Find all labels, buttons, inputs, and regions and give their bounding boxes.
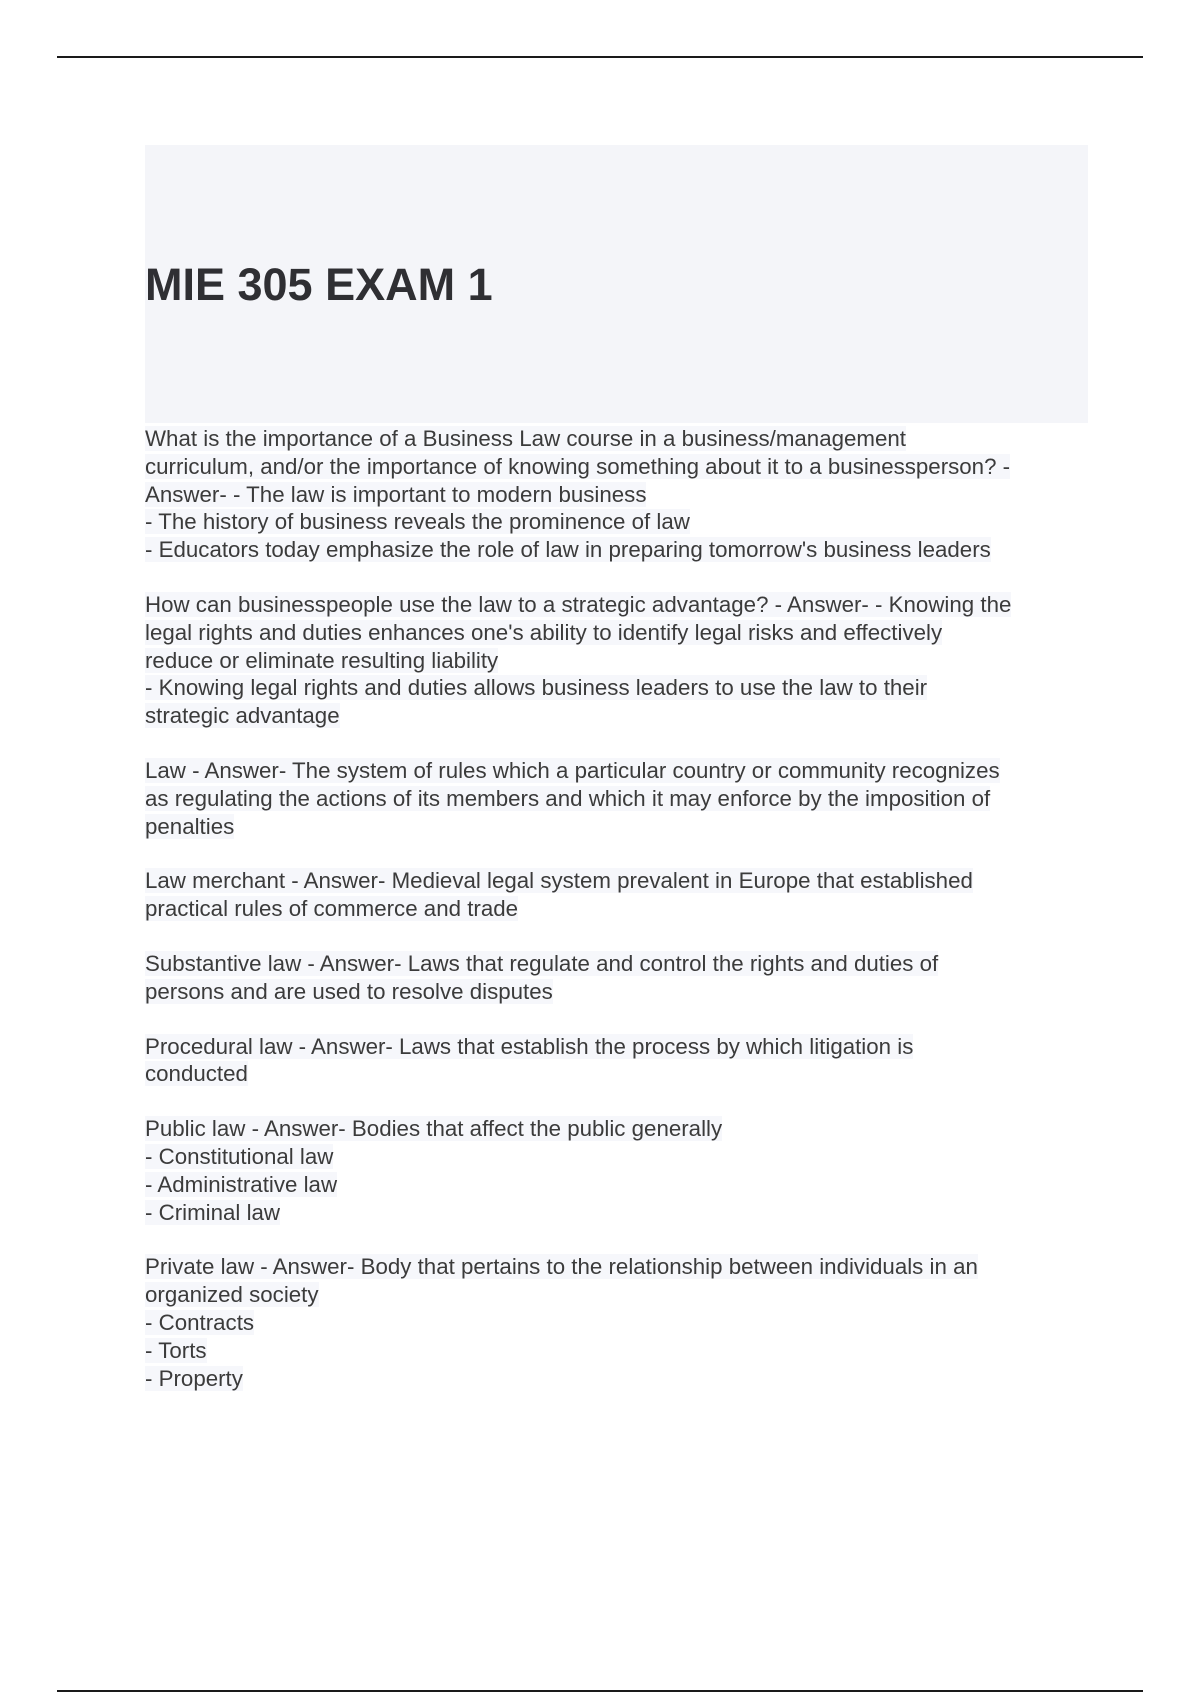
text-line: - Property xyxy=(145,1365,243,1391)
qa-entry xyxy=(145,425,1095,564)
qa-entry xyxy=(145,1115,1095,1226)
text-line: - Educators today emphasize the role of law in preparing tomorrow's business leaders xyxy=(145,537,991,563)
text-line: penalties xyxy=(145,813,235,839)
text-line: - Criminal law xyxy=(145,1199,281,1225)
text-line: legal rights and duties enhances one's ability to identify legal risks and effectively xyxy=(145,619,943,645)
text-line: conducted xyxy=(145,1061,248,1087)
text-line: reduce or eliminate resulting liability xyxy=(145,647,499,673)
text-line: practical rules of commerce and trade xyxy=(145,896,519,922)
text-line: - The history of business reveals the prominence of law xyxy=(145,509,690,535)
text-line: Procedural law - Answer- Laws that establish the process by which litigation is xyxy=(145,1033,914,1059)
document-body xyxy=(145,425,1095,1419)
text-line: Private law - Answer- Body that pertains to the relationship between individuals in an xyxy=(145,1254,978,1280)
text-line: How can businesspeople use the law to a strategic advantage? - Answer- - Knowing the xyxy=(145,591,1012,617)
text-line: as regulating the actions of its members and which it may enforce by the imposition of xyxy=(145,785,991,811)
text-line: Answer- - The law is important to modern business xyxy=(145,481,647,507)
qa-entry xyxy=(145,591,1095,730)
text-line: curriculum, and/or the importance of knowing something about it to a businessperson? - xyxy=(145,453,1011,479)
text-line: - Administrative law xyxy=(145,1171,338,1197)
qa-entry xyxy=(145,1253,1095,1392)
qa-entry xyxy=(145,867,1095,923)
text-line: Public law - Answer- Bodies that affect the public generally xyxy=(145,1116,723,1142)
text-line: Law - Answer- The system of rules which a particular country or community recognizes xyxy=(145,757,1000,783)
text-line: What is the importance of a Business Law course in a business/management xyxy=(145,426,906,451)
text-line: strategic advantage xyxy=(145,703,340,729)
text-line: Substantive law - Answer- Laws that regulate and control the rights and duties of xyxy=(145,950,939,976)
text-line: - Knowing legal rights and duties allows business leaders to use the law to their xyxy=(145,675,928,701)
bottom-rule xyxy=(57,1690,1143,1692)
qa-entry xyxy=(145,1033,1095,1089)
text-line: - Contracts xyxy=(145,1309,255,1335)
document-title: MIE 305 EXAM 1 xyxy=(145,259,493,310)
top-rule xyxy=(57,56,1143,58)
qa-entry xyxy=(145,757,1095,840)
text-line: - Constitutional law xyxy=(145,1143,334,1169)
text-line: Law merchant - Answer- Medieval legal system prevalent in Europe that established xyxy=(145,868,973,894)
text-line: organized society xyxy=(145,1282,319,1308)
text-line: persons and are used to resolve disputes xyxy=(145,978,553,1004)
text-line: - Torts xyxy=(145,1337,207,1363)
qa-entry xyxy=(145,950,1095,1006)
